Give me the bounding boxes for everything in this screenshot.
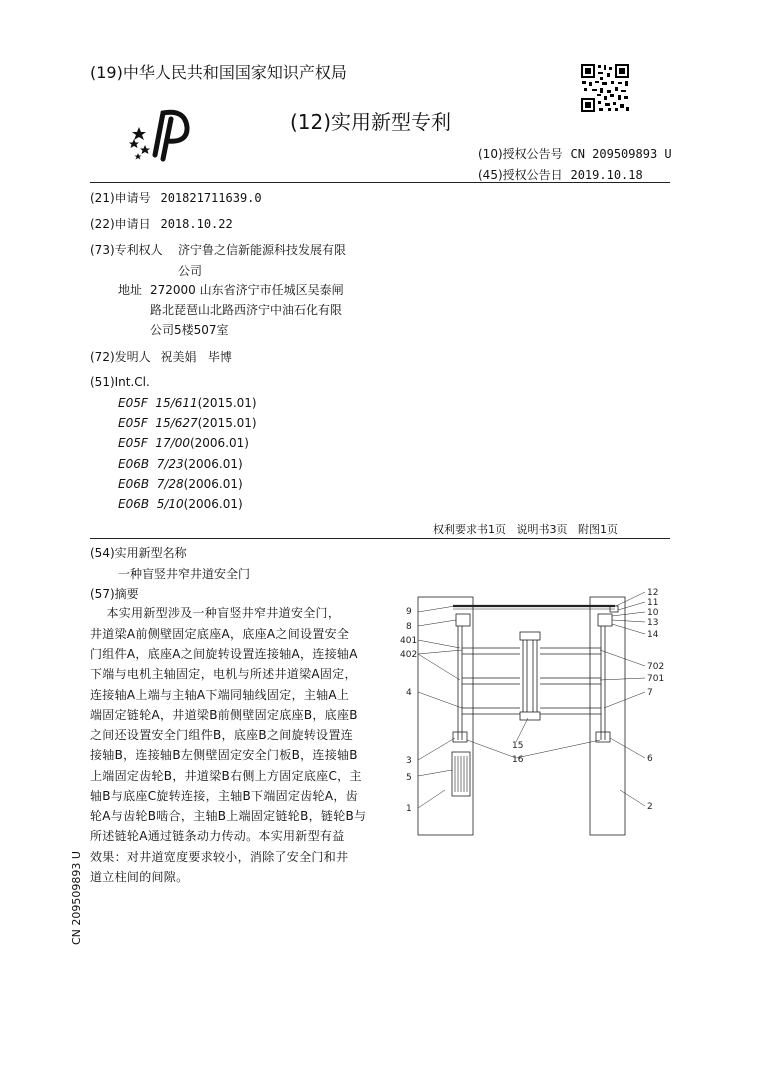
page-count-info: 权利要求书1页 说明书3页 附图1页 <box>433 523 618 536</box>
inventor-names: 祝美娟 毕博 <box>160 350 232 364</box>
abstract-line: 门组件A，底座A之间旋转设置连接轴A，连接轴A <box>90 647 358 661</box>
beam-a <box>418 597 473 835</box>
ipc-date: (2006.01) <box>183 457 243 471</box>
patentee-label: (73)专利权人 <box>90 243 163 257</box>
address-line-2: 路北琵琶山北路西济宁中油石化有限 <box>150 303 343 317</box>
application-date-label: (22)申请日 <box>90 217 151 231</box>
abstract-line: 端固定链轮A，井道梁B前侧壁固定底座B，底座B <box>90 708 358 722</box>
ipc-date: (2006.01) <box>183 497 243 511</box>
ipc-code: E05F 17/00 <box>118 436 190 450</box>
ipc-date: (2015.01) <box>197 416 257 430</box>
drawing-label: 5 <box>406 773 412 783</box>
application-number-label: (21)申请号 <box>90 191 151 205</box>
abstract-line: 上端固定齿轮B，井道梁B右侧上方固定底座C，主 <box>90 769 362 783</box>
abstract-line: 之间还设置安全门组件B，底座B之间旋转设置连 <box>90 728 354 742</box>
address-line-1: 272000 山东省济宁市任城区吴泰闸 <box>150 283 344 297</box>
drawing-label: 13 <box>647 618 659 628</box>
title-label: (54)实用新型名称 <box>90 546 187 560</box>
publication-number: CN 209509893 U <box>570 147 672 161</box>
address-label: 地址 <box>118 283 143 297</box>
publication-date: 2019.10.18 <box>570 168 643 182</box>
drawing-label: 12 <box>647 588 659 598</box>
drawing-label: 702 <box>647 662 665 672</box>
side-publication-number: CN 209509893 U <box>70 851 83 945</box>
drawing-label: 16 <box>512 755 524 765</box>
abstract-label: (57)摘要 <box>90 587 139 601</box>
application-date: 2018.10.22 <box>160 217 233 231</box>
application-date-row <box>90 215 233 232</box>
office-name: (19)中华人民共和国国家知识产权局 <box>90 63 347 82</box>
abstract-line: 轮A与齿轮B啮合，主轴B上端固定链轮B，链轮B与 <box>90 809 367 823</box>
drawing-label: 402 <box>400 650 418 660</box>
patentee-line-1: 济宁鲁之信新能源科技发展有限 <box>178 243 347 257</box>
application-number-row <box>90 189 262 206</box>
drawing-label: 3 <box>406 756 412 766</box>
abstract-line: 效果：对井道宽度要求较小，消除了安全门和井 <box>90 850 349 864</box>
abstract-line: 所述链轮A通过链条动力传动。本实用新型有益 <box>90 829 345 843</box>
patent-drawing <box>385 580 675 842</box>
ipc-entry <box>118 497 243 511</box>
drawing-label: 7 <box>647 688 653 698</box>
drawing-label: 401 <box>400 636 418 646</box>
ipc-date: (2015.01) <box>197 396 257 410</box>
abstract-line: 井道梁A前侧壁固定底座A，底座A之间设置安全 <box>90 627 350 641</box>
publication-number-label: (10)授权公告号 <box>478 147 563 161</box>
publication-date-label: (45)授权公告日 <box>478 168 563 182</box>
drawing-label: 10 <box>647 608 659 618</box>
drawing-label: 14 <box>647 630 659 640</box>
drawing-label: 701 <box>647 674 665 684</box>
header-divider <box>90 182 670 183</box>
abstract-line: 接轴B，连接轴B左侧壁固定安全门板B，连接轴B <box>90 748 358 762</box>
abstract-line: 轴B与底座C旋转连接，主轴B下端固定齿轮A，齿 <box>90 789 358 803</box>
drawing-label: 2 <box>647 802 653 812</box>
beam-b <box>590 597 625 835</box>
cnipa-logo <box>125 105 195 163</box>
drawing-label: 6 <box>647 754 653 764</box>
drawing-label: 8 <box>406 622 412 632</box>
ipc-date: (2006.01) <box>183 477 243 491</box>
drawing-label: 15 <box>512 741 524 751</box>
abstract-line: 下端与电机主轴固定，电机与所述井道梁A固定， <box>90 667 357 681</box>
ipc-entry <box>118 457 243 471</box>
ipc-entry <box>118 436 249 450</box>
qr-code <box>580 63 630 113</box>
drawing-label: 1 <box>406 804 412 814</box>
section-divider <box>90 538 670 539</box>
ipc-entry <box>118 396 257 410</box>
address-line-3: 公司5楼507室 <box>150 323 229 337</box>
drawing-label: 9 <box>406 607 412 617</box>
abstract-line: 道立柱间的间隙。 <box>90 870 189 884</box>
ipc-code: E05F 15/611 <box>118 396 198 410</box>
publication-number-row <box>478 145 672 162</box>
ipc-entry <box>118 477 243 491</box>
ipc-entry <box>118 416 257 430</box>
abstract-line: 连接轴A上端与主轴A下端同轴线固定，主轴A上 <box>90 688 350 702</box>
drawing-label: 11 <box>647 598 659 608</box>
document-type: (12)实用新型专利 <box>290 110 452 134</box>
patentee-line-2: 公司 <box>178 264 203 278</box>
ipc-date: (2006.01) <box>189 436 249 450</box>
ipc-code: E06B 5/10 <box>118 497 184 511</box>
publication-date-row <box>478 166 643 183</box>
inventor-row <box>90 348 232 365</box>
utility-model-title: 一种盲竖井窄井道安全门 <box>118 567 251 581</box>
ipc-code: E06B 7/23 <box>118 457 184 471</box>
ipc-label: (51)Int.Cl. <box>90 375 150 389</box>
ipc-code: E06B 7/28 <box>118 477 184 491</box>
abstract-line: 本实用新型涉及一种盲竖井窄井道安全门， <box>90 606 341 620</box>
inventor-label: (72)发明人 <box>90 350 151 364</box>
application-number: 201821711639.0 <box>160 191 262 205</box>
ipc-code: E05F 15/627 <box>118 416 198 430</box>
drawing-label: 4 <box>406 688 412 698</box>
